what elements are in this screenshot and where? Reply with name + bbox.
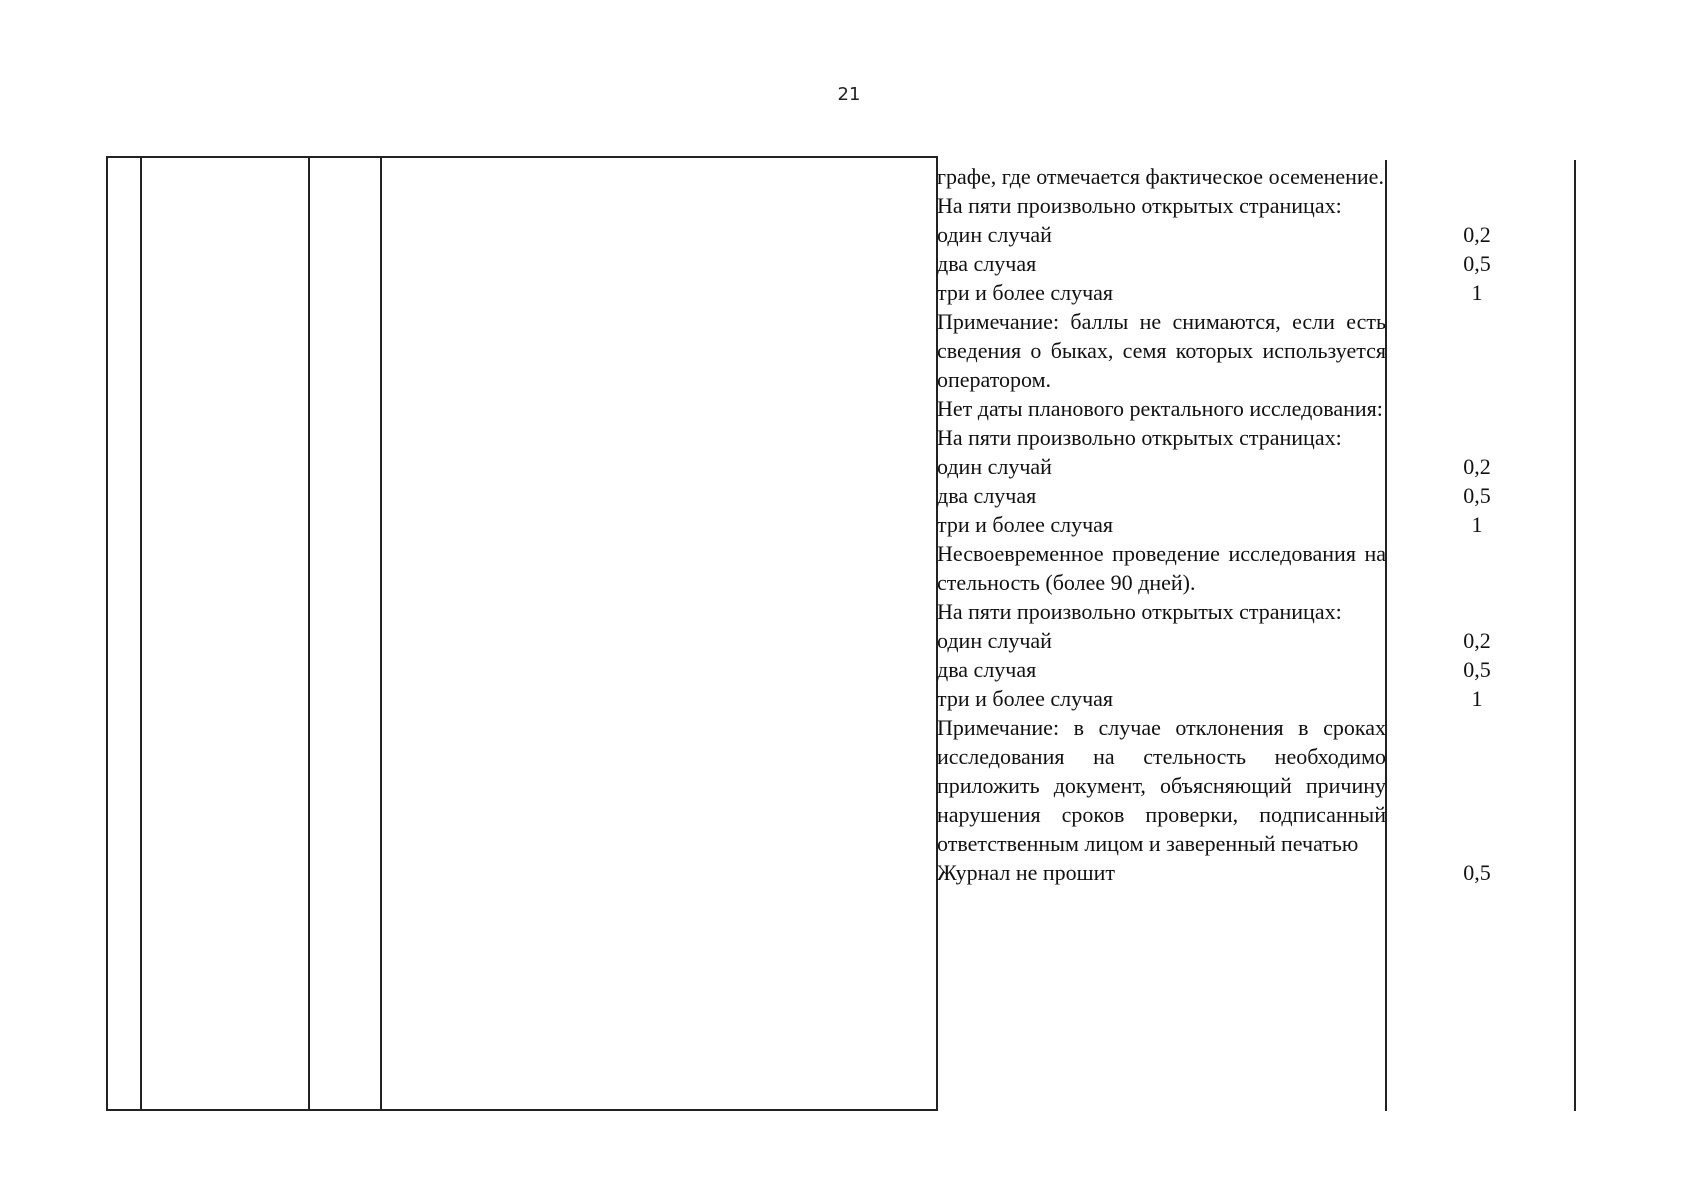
- table-col-border-4: [380, 156, 382, 1111]
- score-value: 0,2: [1463, 628, 1491, 653]
- criteria-text: графе, где отмечается фактическое осеменение.: [937, 164, 1384, 189]
- score-value: 0,2: [1463, 454, 1491, 479]
- criteria-row: [937, 481, 1491, 510]
- table-col-border-3: [308, 156, 310, 1111]
- criteria-text: Журнал не прошит: [937, 860, 1115, 885]
- table-col-border-7: [1574, 160, 1576, 1111]
- criteria-row: [937, 423, 1386, 452]
- criteria-row: [937, 539, 1386, 597]
- criteria-text: три и более случая: [937, 280, 1114, 305]
- score-value: 0,2: [1463, 222, 1491, 247]
- criteria-row: [937, 655, 1491, 684]
- criteria-text: два случая: [937, 657, 1037, 682]
- criteria-text: Примечание: в случае отклонения в сроках исследования на стельность необходимо приложить документ, объясняющий причину нарушения сроков проверки, подписанный ответственным лицом и заверенный печатью: [937, 715, 1386, 856]
- criteria-text: один случай: [937, 454, 1052, 479]
- criteria-column: [937, 162, 1491, 887]
- score-value: 0,5: [1463, 483, 1491, 508]
- score-value: 0,5: [1463, 657, 1491, 682]
- criteria-text: три и более случая: [937, 512, 1114, 537]
- table-bottom-border: [106, 1109, 938, 1111]
- criteria-row: [937, 452, 1491, 481]
- criteria-text: Примечание: баллы не снимаются, если есть сведения о быках, семя которых используется оператором.: [937, 309, 1386, 392]
- criteria-row: [937, 220, 1491, 249]
- criteria-row: [937, 191, 1386, 220]
- criteria-text: На пяти произвольно открытых страницах:: [937, 193, 1342, 218]
- criteria-row: [937, 307, 1386, 394]
- score-value: 1: [1471, 512, 1483, 537]
- criteria-text: Нет даты планового ректального исследования:: [937, 396, 1383, 421]
- criteria-text: два случая: [937, 251, 1037, 276]
- criteria-row: [937, 684, 1483, 713]
- score-value: 1: [1471, 280, 1483, 305]
- criteria-row: [937, 394, 1386, 423]
- criteria-text: На пяти произвольно открытых страницах:: [937, 599, 1342, 624]
- criteria-row: [937, 858, 1491, 887]
- table-top-border: [106, 156, 938, 158]
- criteria-row: [937, 713, 1386, 858]
- criteria-row: [937, 510, 1483, 539]
- table-col-border-1: [106, 156, 108, 1111]
- score-value: 1: [1471, 686, 1483, 711]
- table-col-border-2: [140, 156, 142, 1111]
- criteria-text: один случай: [937, 222, 1052, 247]
- criteria-text: На пяти произвольно открытых страницах:: [937, 425, 1342, 450]
- criteria-text: один случай: [937, 628, 1052, 653]
- criteria-text: Несвоевременное проведение исследования на стельность (более 90 дней).: [937, 541, 1386, 595]
- score-value: 0,5: [1463, 860, 1491, 885]
- page-number: 21: [837, 84, 861, 105]
- criteria-row: [937, 162, 1386, 191]
- criteria-row: [937, 278, 1483, 307]
- score-value: 0,5: [1463, 251, 1491, 276]
- criteria-text: два случая: [937, 483, 1037, 508]
- criteria-row: [937, 249, 1491, 278]
- criteria-text: три и более случая: [937, 686, 1114, 711]
- criteria-row: [937, 626, 1491, 655]
- criteria-row: [937, 597, 1386, 626]
